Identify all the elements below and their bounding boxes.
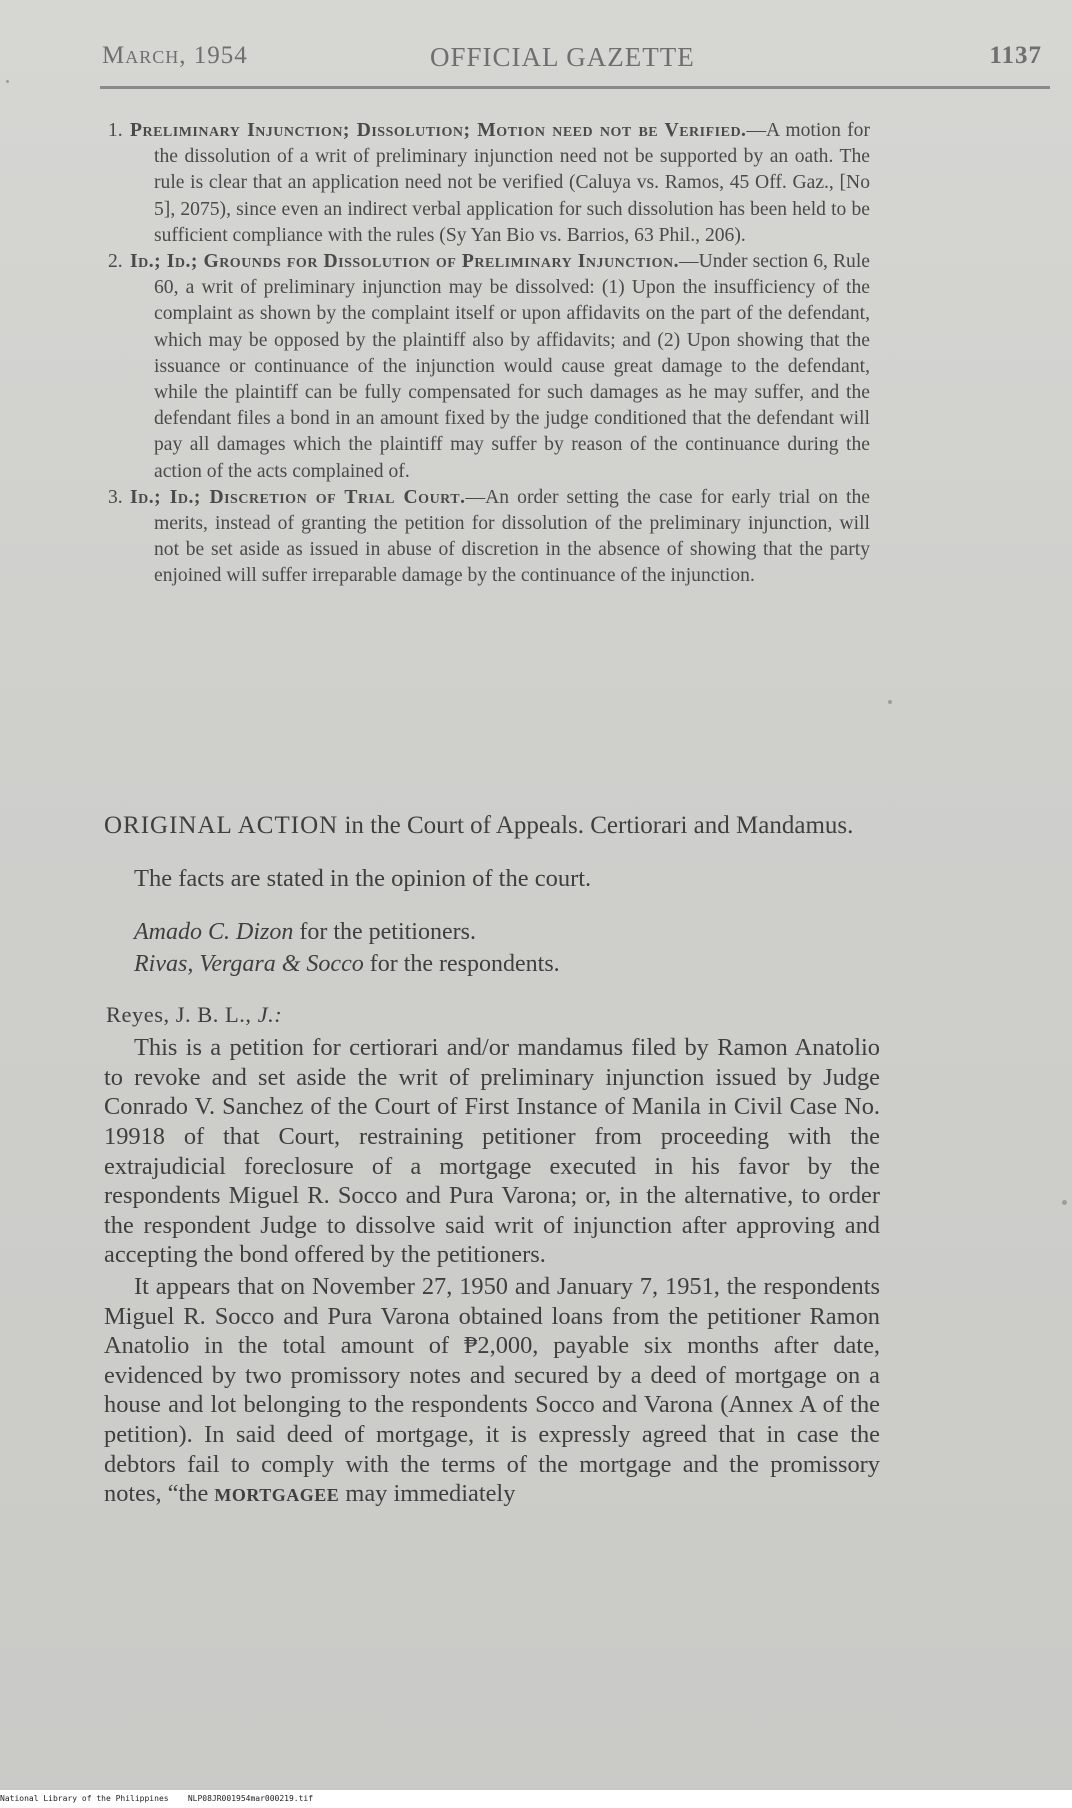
ponente: [106, 1000, 880, 1030]
syllabus-heading: Preliminary Injunction; Dissolution; Motion need not be Verified.: [130, 120, 747, 141]
paragraph-2-text: It appears that on November 27, 1950 and January 7, 1951, the respondents Miguel R. Socco and Pura Varona obtained loans from the petitioner Ramon Anatolio in the total amount of ₱2,000, payable six months after date, evidenced by two promissory notes and secured by a deed of mortgage on a house and lot belonging to the respondents Socco and Varona (Annex A of the petition). In said deed of mortgage, it is expressly agreed that in case the debtors fail to comply with the terms of the mortgage and the promissory notes, “the: [104, 1272, 880, 1508]
syllabus-item: [108, 485, 870, 590]
petitioner-counsel: Amado C. Dizon: [134, 918, 294, 945]
respondent-counsel: Rivas, Vergara & Socco: [134, 950, 364, 977]
syllabus-body: —A motion for the dissolution of a writ of preliminary injunction need not be supported by an oath. The rule is clear that an application need not be verified (Caluya vs. Ramos, 45 Off. Gaz., [No 5], 2075), since even an indirect verbal application for such dissolution has been held to be sufficient compliance with the rules (Sy Yan Bio vs. Barrios, 63 Phil., 206).: [154, 120, 871, 246]
opinion-paragraph-2: [104, 1272, 880, 1511]
respondent-counsel-role: for the respondents.: [363, 950, 560, 977]
mortgagee-term: MORTGAGEE: [214, 1485, 340, 1506]
syllabus-number: 1.: [108, 120, 123, 141]
header-page-number: 1137: [989, 42, 1042, 69]
opinion-paragraph-1: This is a petition for certiorari and/or mandamus filed by Ramon Anatolio to revoke and set aside the writ of preliminary injunction issued by Judge Conrado V. Sanchez of the Court of First Instance of Manila in Civil Case No. 19918 of that Court, restraining petitioner from proceeding with the extrajudicial foreclosure of a mortgage executed in his favor by the respondents Miguel R. Socco and Pura Varona; or, in the alternative, to order the respondent Judge to dissolve said writ of injunction after approving and accepting the bond offered by the petitioners.: [104, 1034, 880, 1269]
header-date: March, 1954: [102, 42, 248, 69]
counsel-block: [134, 916, 880, 980]
scan-speck: [6, 80, 9, 83]
syllabus-number: 2.: [108, 251, 123, 273]
syllabus-body: —An order setting the case for early trial on the merits, instead of granting the petition for dissolution of the preliminary injunction, will not be set aside as issued in abuse of discretion in the absence of showing that the party enjoined will suffer irreparable damage by the continuance of the injunction.: [154, 486, 870, 587]
petitioner-counsel-role: for the petitioners.: [293, 918, 476, 945]
syllabus-item: [108, 118, 870, 249]
syllabus-body: —Under section 6, Rule 60, a writ of preliminary injunction may be dissolved: (1) Upon the insufficiency of the complaint as shown by the complaint itself or upon affidavits on the part of the defendant, which may be opposed by the plaintiff also by affidavits; and (2) Upon showing that the issuance or continuance of the injunction would cause great damage to the defendant, while the plaintiff can be fully compensated for such damages as he may suffer, and the defendant files a bond in an amount fixed by the judge conditioned that the defendant will pay all damages which the plaintiff may suffer by reason of the continuance during the action of the acts complained of.: [154, 251, 870, 482]
ponente-title: J.:: [257, 1001, 283, 1027]
paragraph-2-tail: may immediately: [339, 1480, 516, 1508]
scan-footer: National Library of the Philippines NLP08JR001954mar000219.tif: [0, 1794, 314, 1803]
original-action-line: [104, 810, 880, 842]
facts-statement: The facts are stated in the opinion of the court.: [134, 865, 592, 892]
syllabus-number: 3.: [108, 486, 123, 508]
header-publication: OFFICIAL GAZETTE: [430, 42, 695, 72]
original-action-rest: in the Court of Appeals. Certiorari and Mandamus.: [338, 812, 854, 839]
scan-speck: [888, 700, 892, 704]
original-action-caps: ORIGINAL ACTION: [104, 812, 339, 839]
ponente-name: Reyes, J. B. L.,: [106, 1001, 258, 1027]
decision-body: [104, 810, 880, 1511]
syllabus: [108, 118, 870, 590]
page-header: [100, 40, 1050, 89]
scan-speck: [1062, 1200, 1067, 1205]
syllabus-heading: Id.; Id.; Grounds for Dissolution of Preliminary Injunction.: [130, 251, 680, 273]
syllabus-item: [108, 249, 870, 485]
syllabus-heading: Id.; Id.; Discretion of Trial Court.: [130, 486, 466, 508]
